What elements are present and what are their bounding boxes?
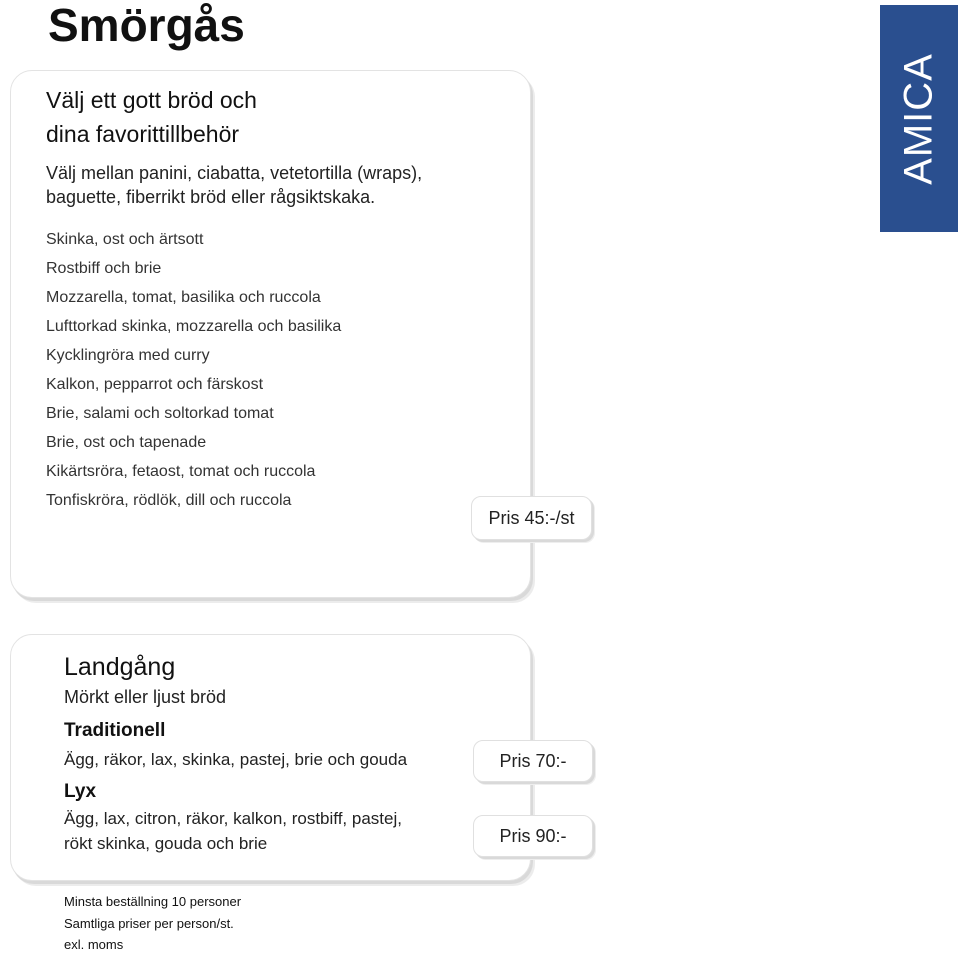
list-item: Brie, salami och soltorkad tomat xyxy=(46,405,274,422)
list-item: Rostbiff och brie xyxy=(46,260,162,277)
lyx-price-badge: Pris 90:- xyxy=(473,815,593,857)
sandwich-intro-line2: baguette, fiberrikt bröd eller rågsiktskaka. xyxy=(46,187,376,207)
sandwich-heading-line2: dina favorittillbehör xyxy=(46,121,240,147)
list-item: Kalkon, pepparrot och färskost xyxy=(46,376,264,393)
list-item: Tonfiskröra, rödlök, dill och ruccola xyxy=(46,492,292,509)
landgang-heading: Landgång xyxy=(64,653,176,681)
list-item: Lufttorkad skinka, mozzarella och basilika xyxy=(46,318,342,335)
traditional-price-badge: Pris 70:- xyxy=(473,740,593,782)
landgang-bread: Mörkt eller ljust bröd xyxy=(64,687,227,707)
sandwich-intro-line1: Välj mellan panini, ciabatta, vetetortilla (wraps), xyxy=(46,163,423,183)
page-title: Smörgås xyxy=(48,0,245,51)
logo-text: AMICA xyxy=(896,52,941,185)
sandwich-price-badge: Pris 45:-/st xyxy=(471,496,592,540)
list-item: Kikärtsröra, fetaost, tomat och ruccola xyxy=(46,463,316,480)
list-item: Kycklingröra med curry xyxy=(46,347,210,364)
lyx-description-line2: rökt skinka, gouda och brie xyxy=(64,834,268,853)
list-item: Skinka, ost och ärtsott xyxy=(46,231,204,248)
sandwich-heading-line1: Välj ett gott bröd och xyxy=(46,87,257,113)
footer-vat-note: exl. moms xyxy=(64,937,124,952)
footer-min-order: Minsta beställning 10 personer xyxy=(64,894,242,909)
list-item: Mozzarella, tomat, basilika och ruccola xyxy=(46,289,321,306)
traditional-heading: Traditionell xyxy=(64,720,166,741)
amica-logo xyxy=(880,5,958,232)
lyx-description-line1: Ägg, lax, citron, räkor, kalkon, rostbiff, pastej, xyxy=(64,809,402,828)
traditional-description: Ägg, räkor, lax, skinka, pastej, brie och gouda xyxy=(64,750,408,769)
lyx-heading: Lyx xyxy=(64,781,97,802)
list-item: Brie, ost och tapenade xyxy=(46,434,207,451)
footer-price-note: Samtliga priser per person/st. xyxy=(64,916,234,931)
